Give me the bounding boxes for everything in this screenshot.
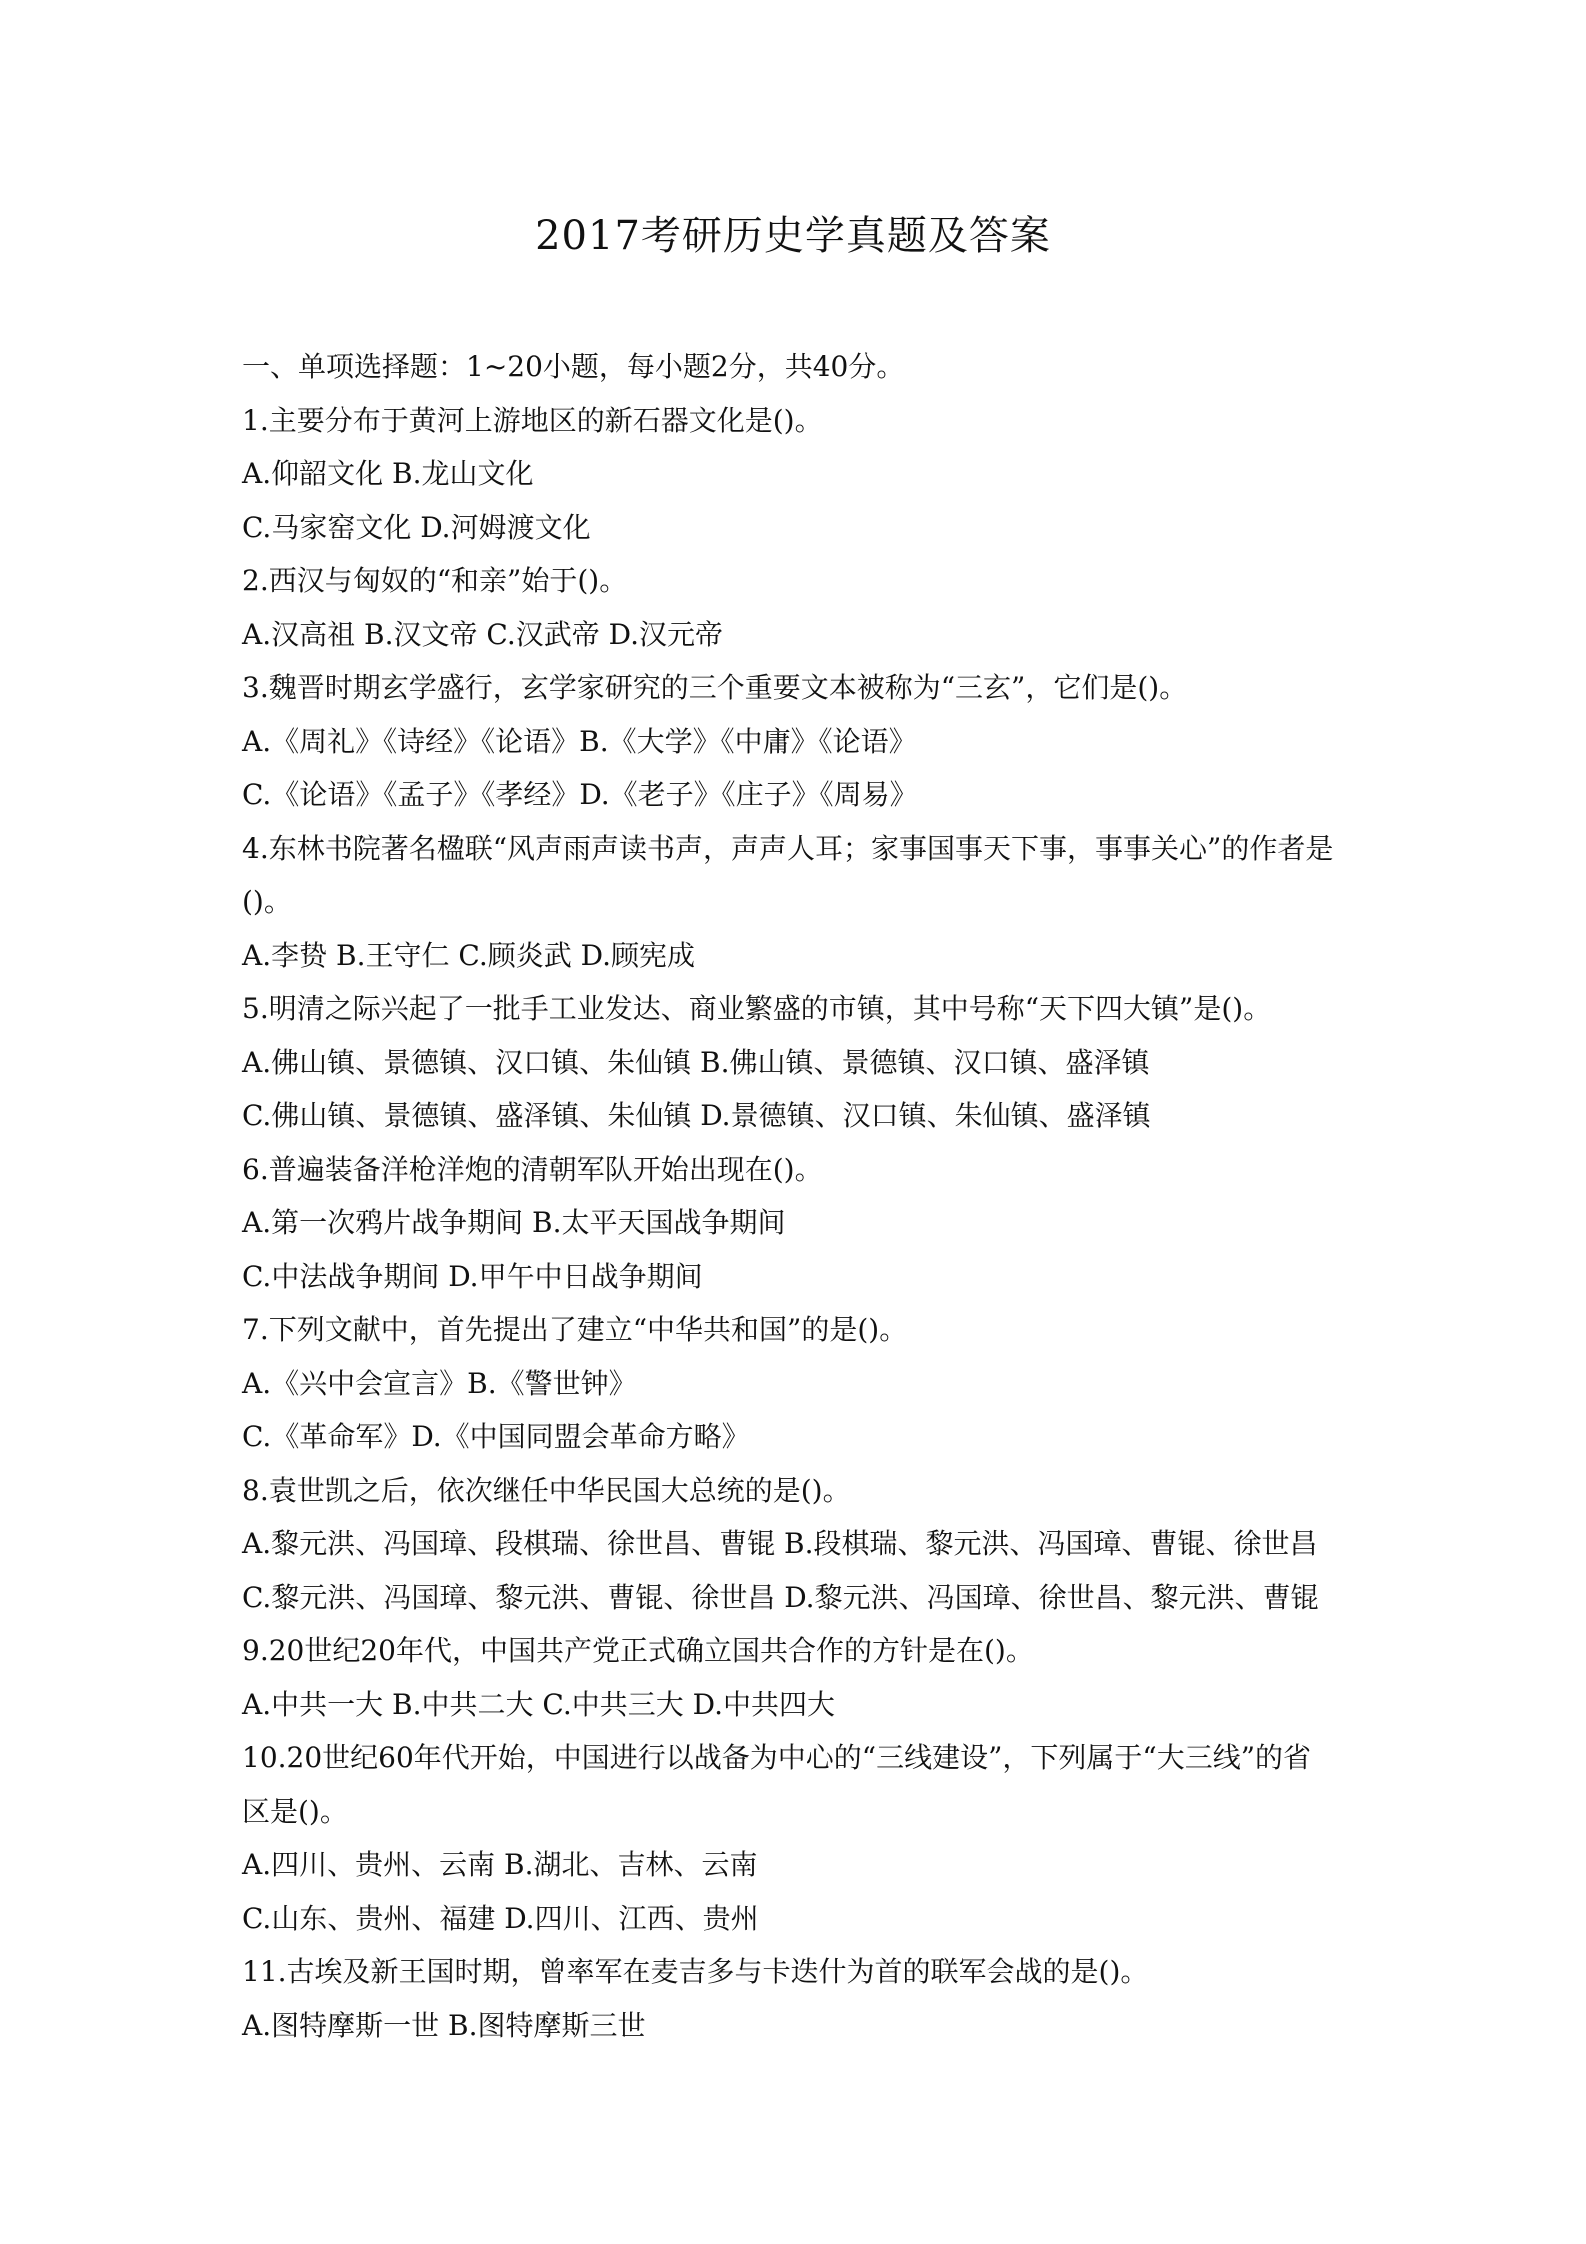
question-4: 4.东林书院著名楹联“风声雨声读书声，声声人耳；家事国事天下事，事事关心”的作者是 bbox=[242, 831, 1334, 865]
question-1-options-ab: A.仰韶文化 B.龙山文化 bbox=[242, 457, 534, 490]
question-3-options-ab: A.《周礼》《诗经》《论语》B.《大学》《中庸》《论语》 bbox=[242, 724, 917, 758]
question-5: 5.明清之际兴起了一批手工业发达、商业繁盛的市镇，其中号称“天下四大镇”是()。 bbox=[242, 992, 1272, 1025]
question-10-options-ab: A.四川、贵州、云南 B.湖北、吉林、云南 bbox=[242, 1848, 758, 1881]
question-5-options-ab: A.佛山镇、景德镇、汉口镇、朱仙镇 B.佛山镇、景德镇、汉口镇、盛泽镇 bbox=[242, 1045, 1150, 1079]
question-3-options-cd: C.《论语》《孟子》《孝经》D.《老子》《庄子》《周易》 bbox=[242, 778, 918, 811]
question-9-options: A.中共一大 B.中共二大 C.中共三大 D.中共四大 bbox=[242, 1687, 835, 1721]
question-8-options-ab: A.黎元洪、冯国璋、段棋瑞、徐世昌、曹锟 B.段棋瑞、黎元洪、冯国璋、曹锟、徐世昌 bbox=[242, 1527, 1318, 1560]
question-2-options: A.汉高祖 B.汉文帝 C.汉武帝 D.汉元帝 bbox=[242, 617, 723, 651]
document-body bbox=[242, 340, 1362, 2052]
question-10: 10.20世纪60年代开始，中国进行以战备为中心的“三线建设”，下列属于“大三线”的省 bbox=[242, 1741, 1312, 1774]
question-11: 11.古埃及新王国时期，曾率军在麦吉多与卡迭什为首的联军会战的是()。 bbox=[242, 1955, 1149, 1988]
question-7-options-cd: C.《革命军》D.《中国同盟会革命方略》 bbox=[242, 1420, 750, 1453]
question-7: 7.下列文献中，首先提出了建立“中华共和国”的是()。 bbox=[242, 1313, 908, 1346]
question-10-continued: 区是()。 bbox=[242, 1794, 348, 1828]
question-4-options: A.李贽 B.王守仁 C.顾炎武 D.顾宪成 bbox=[242, 938, 695, 972]
question-6-options-cd: C.中法战争期间 D.甲午中日战争期间 bbox=[242, 1259, 703, 1293]
question-10-options-cd: C.山东、贵州、福建 D.四川、江西、贵州 bbox=[242, 1901, 759, 1935]
question-3: 3.魏晋时期玄学盛行，玄学家研究的三个重要文本被称为“三玄”，它们是()。 bbox=[242, 671, 1188, 704]
question-6-options-ab: A.第一次鸦片战争期间 B.太平天国战争期间 bbox=[242, 1206, 786, 1239]
question-4-continued: ()。 bbox=[242, 885, 292, 918]
question-8: 8.袁世凯之后，依次继任中华民国大总统的是()。 bbox=[242, 1473, 851, 1507]
question-11-options-ab: A.图特摩斯一世 B.图特摩斯三世 bbox=[242, 2008, 646, 2042]
question-9: 9.20世纪20年代，中国共产党正式确立国共合作的方针是在()。 bbox=[242, 1634, 1034, 1667]
question-7-options-ab: A.《兴中会宣言》B.《警世钟》 bbox=[242, 1366, 637, 1400]
question-1-options-cd: C.马家窑文化 D.河姆渡文化 bbox=[242, 510, 591, 544]
question-8-options-cd: C.黎元洪、冯国璋、黎元洪、曹锟、徐世昌 D.黎元洪、冯国璋、徐世昌、黎元洪、曹锟 bbox=[242, 1580, 1319, 1614]
document-title: 2017考研历史学真题及答案 bbox=[535, 213, 1051, 259]
section-heading: 一、单项选择题：1~20小题，每小题2分，共40分。 bbox=[242, 350, 905, 383]
question-6: 6.普遍装备洋枪洋炮的清朝军队开始出现在()。 bbox=[242, 1152, 823, 1186]
question-5-options-cd: C.佛山镇、景德镇、盛泽镇、朱仙镇 D.景德镇、汉口镇、朱仙镇、盛泽镇 bbox=[242, 1099, 1151, 1132]
question-2: 2.西汉与匈奴的“和亲”始于()。 bbox=[242, 564, 628, 597]
question-1: 1.主要分布于黄河上游地区的新石器文化是()。 bbox=[242, 403, 823, 437]
